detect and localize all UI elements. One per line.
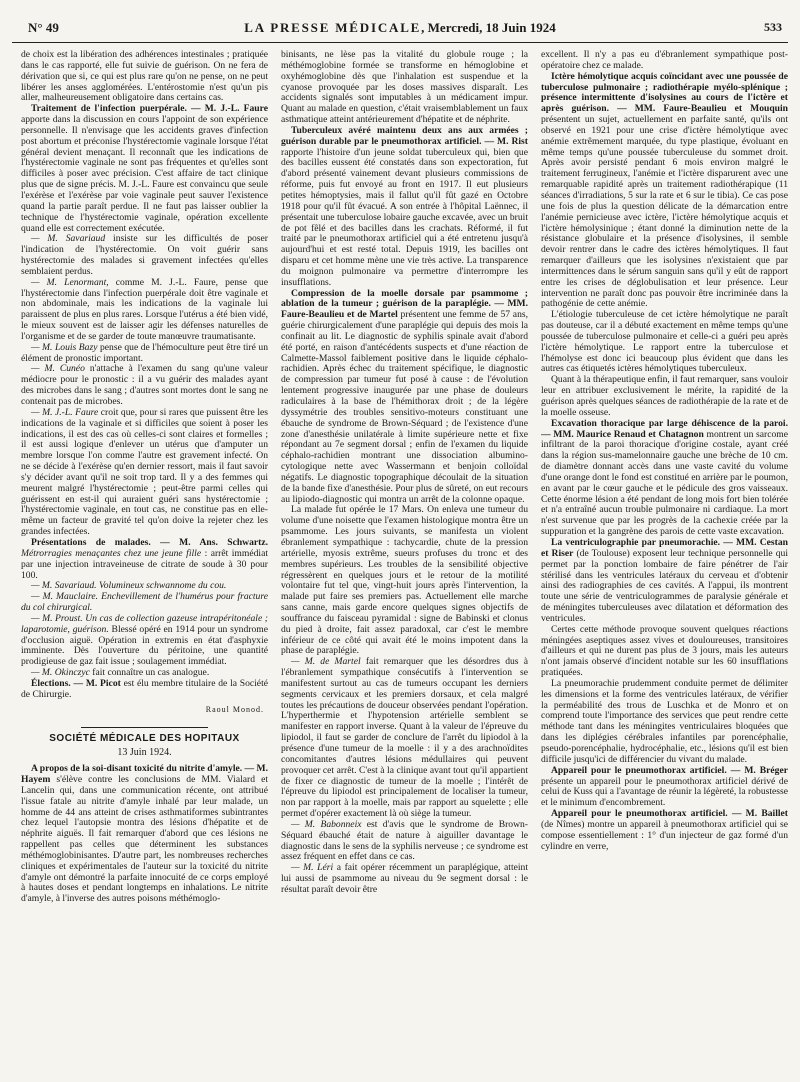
paragraph: Compression de la moelle dorsale par psammome ; ablation de la tumeur ; guérison de la paraplégie. — MM. Faure-Beaulieu et de Martel présentent une femme de 57 ans, guérie chirurgicalement d'une paraplégie qui depuis des mois la confinait au lit. Le diagnostic de syphilis spinale avait d'abord été porté, en raison d'antécédents suspects et d'une réaction de Calmette-Massol faiblement positive dans le liquide céphalo-rachidien. Après échec du traitement spécifique, le diagnostic de compression par tumeur fut posé à cause : de l'évolution lentement progressive inaugurée par une phase de douleurs radiculaires à la base de l'hémithorax droit ; de la légère dyssymétrie des troubles sensitivo-moteurs constituant une ébauche de syndrome de Brown-Séquard ; de l'existence d'une zone d'anesthésie unilatérale à limite supérieure nette et fixe répondant au 7e segment dorsal ; enfin de l'examen du liquide céphalo-rachidien montrant une dissociation albumino-cytologique nette avec Wassermann et benjoin colloïdal négatifs. Le diagnostic topographique découlait de la situation de la bande fixe d'anesthésie. Pour plus de sûreté, on eut recours au lipiodo-diagnostic qui montra un arrêt de la colonne opaque. [281, 287, 528, 505]
speaker: — M. Louis Bazy [31, 341, 98, 353]
speaker: — M. Savariaud [31, 233, 106, 245]
section-heading: A propos de la soi-disant toxicité du nitrite d'amyle. — M. Hayem [21, 763, 268, 785]
section-heading: Présentations de malades. — M. Ans. Schwartz. [31, 536, 268, 548]
paragraph: — M. Mauclaire. Enchevillement de l'humérus pour fracture du col chirurgical. [21, 591, 268, 614]
paragraph: Quant à la thérapeutique enfin, il faut remarquer, sans vouloir leur en attribuer exclusivement le mérite, la rapidité de la guérison après quelques séances de radiothérapie de la rate et de la moelle osseuse. [541, 374, 788, 418]
paragraph: excellent. Il n'y a pas eu d'ébranlement sympathique post-opératoire chez ce malade. [541, 50, 788, 71]
section-heading: Élections. — M. Picot [31, 677, 121, 689]
issue-number: N° 49 [28, 20, 59, 35]
speaker: — M. Lenormant, [31, 276, 109, 288]
paragraph: — M. J.-L. Faure croit que, pour si rares que puissent être les indications de la vaginale et si difficiles que soient à poser les indications, il est des cas où celles-ci sont claires et formelles ; il est aussi logique d'enlever un utérus que d'amputer un membre lorsque l'on comme l'autre est gravement infecté. On ne se décide à l'exérèse qu'en dernier ressort, mais il faut savoir s'y décider avant qu'il ne soit trop tard. Il y a des femmes qui meurent malgré l'hystérectomie ; peut-être parmi celles qui guérissent en est-il qui auraient guéri sans hystérectomie ; l'hystérectomie vaginale, en tout cas, ne constitue pas en elle-même un facteur de gravité tel qu'on doive la rejeter chez les grandes infectées. [21, 406, 268, 538]
paragraph: — M. Cunéo n'attache à l'examen du sang qu'une valeur médiocre pour le pronostic : il a vu guérir des malades ayant des microbes dans le sang ; d'autres sont mortes dont le sang ne contenait pas de microbes. [21, 363, 268, 407]
paragraph: — M. Louis Bazy pense que de l'hémoculture peut être tiré un élément de pronostic important. [21, 341, 268, 364]
paragraph: — M. Savariaud. Volumineux schwannome du cou. [31, 580, 227, 592]
section-heading: La ventriculographie par pneumorachie. — MM. Cestan et Riser [541, 536, 788, 559]
section-heading: Appareil pour le pneumothorax artificiel. — M. Baillet [551, 808, 788, 820]
paragraph: La ventriculographie par pneumorachie. — MM. Cestan et Riser (de Toulouse) exposent leur technique personnelle qui permet par la ponction lombaire de faire pénétrer de l'air stérilisé dans les ventricules latéraux du cerveau et d'obtenir ainsi des radiographies de ces cavités. A l'appui, ils montrent toute une série de ventriculogrammes de paralysie générale et de méningites tuberculeuses avec dilatation et déformation des ventricules. [541, 536, 788, 624]
column-1 [21, 50, 268, 1080]
paragraph: binisants, ne lèse pas la vitalité du globule rouge ; la méthémoglobine formée se transforme en hémoglobine et oxyhémoglobine dès que l'inhalation est suspendue et la cyanose provoquée par les doses massives disparaît. Les accidents signalés sont imputables à un médicament impur. Quant au malade en question, c'était vraisemblablement un faux asthmatique atteint antérieurement d'hépatite et de néphrite. [281, 50, 528, 126]
speaker: — M. Proust. [31, 612, 83, 624]
speaker: — M. Okinczyc [31, 667, 90, 679]
paragraph: — M. Okinczyc fait connaître un cas analogue. [31, 667, 210, 679]
paragraph: Appareil pour le pneumothorax artificiel. — M. Baillet (de Nîmes) montre un appareil à pneumothorax artificiel qui se compose essentiellement : 1° d'un injecteur de gaz formé d'un cylindre en verre, [541, 808, 788, 852]
paragraph: Tuberculeux avéré maintenu deux ans aux armées ; guérison durable par le pneumothorax artificiel. — M. Rist rapporte l'histoire d'un jeune soldat tuberculeux qui, bien que des bacilles eussent été constatés dans son expectoration, fut d'abord présenté vainement devant plusieurs commissions de réforme, puis fut envoyé au front en 1917. Il eut plusieurs petites hémoptysies, mais il fallut qu'il fût gazé en Octobre 1918 pour qu'il fût évacué. A son entrée à l'hôpital Laënnec, il présentait une tuberculose lobaire gauche excavée, avec un bruit de pot fêlé et des bacilles dans les crachats. Réformé, il fut traité par le pneumothorax artificiel qui a été entretenu jusqu'à aujourd'hui et est resté total. Depuis 1919, les bacilles ont disparu et cet homme mène une vie très active. La transparence du moignon pulmonaire va permettre d'interrompre les insufflations. [281, 124, 528, 288]
section-heading: Traitement de l'infection puerpérale. — M. J.-L. Faure [31, 103, 268, 115]
section-rule [81, 727, 208, 728]
paragraph: Excavation thoracique par large déhiscence de la paroi. — MM. Maurice Renaud et Chatagnon montrent un sarcome infiltrant de la paroi thoracique d'origine costale, ayant créé dans la région sus-mamelonnaire gauche une brèche de 10 cm. de diamètre donnant accès dans une vaste cavité du volume d'une orange dont le fond est constitué en arrière par le poumon, en avant par le cœur gauche et le pédicule des gros vaisseaux. Cette énorme lésion a été pendant de long mois fort bien tolérée et n'a entraîné aucun trouble pulmonaire ni cardiaque. La mort n'est survenue que par les progrès de la cachexie créée par la suppuration et la gangrène des parois de cette vaste excavation. [541, 417, 788, 538]
speaker: — M. de Martel [291, 656, 361, 668]
journal-name: LA PRESSE MÉDICALE [244, 20, 422, 35]
paragraph: Ictère hémolytique acquis coïncidant avec une poussée de tuberculose pulmonaire ; radiothérapie myélo-splénique ; présence intermittente d'isolysines au cours de l'ictère et après guérison. — MM. Faure-Beaulieu et Mouquin présentent un sujet, actuellement en parfaite santé, qu'ils ont observé en 1921 pour une crise d'ictère hémolytique avec anémie extrêmement marquée, du type plastique, évoluant en même temps qu'une poussée tuberculeuse du sommet droit. Après avoir persisté pendant 6 mois environ malgré le traitement ferrugineux, l'anémie et l'ictère disparurent avec une remarquable rapidité après un traitement radiothérapique (11 séances d'irradiations, 5 sur la rate et 6 sur le tibia). Ce cas pose une fois de plus la question délicate de la démarcation entre l'anémie pernicieuse avec ictère, l'ictère hémolytique acquis et l'ictère hémolysinique ; étant donné la diminution nette de la résistance globulaire et la présence d'isolysines, il semble devoir rentrer dans le cadre des ictères hémolytiques. Il faut remarquer d'ailleurs que les isolysines n'existaient que par intermittences dans le sérum sanguin sans qu'il y eût de rapport entre les crises de déglobulisation et leur présence. Leur intervention ne paraît donc pas pouvoir être incriminée dans la pathogénie de cette anémie. [541, 70, 788, 310]
speaker: — M. Babonneix [291, 818, 362, 830]
paragraph: — M. Savariaud insiste sur les difficultés de poser l'indication de l'hystérectomie. On voit guérir sans hystérectomie des malades si gravement infectées qu'elles semblaient perdus. [21, 233, 268, 277]
speaker: — M. Léri [291, 862, 334, 874]
section-heading: Appareil pour le pneumothorax artificiel. — M. Bréger [551, 764, 788, 776]
paragraph: Certes cette méthode provoque souvent quelques réactions méningées aseptiques assez vives et douloureuses, transitoires d'ailleurs et qui ne durent pas plus de 3 jours, mais les auteurs n'ont jamais observé d'incident notable sur les 60 insufflations pratiquées. [541, 623, 788, 679]
issue-date: , Mercredi, 18 Juin 1924 [421, 20, 556, 35]
signature: Raoul Monod. [205, 704, 264, 714]
paragraph: Élections. — M. Picot est élu membre titulaire de la Société de Chirurgie. [21, 677, 268, 700]
speaker: — M. Cunéo [31, 363, 85, 375]
paragraph: de choix est la libération des adhérences intestinales ; pratiquée dans le cas rapporté, elle fut suivie de guérison. On ne fera de dérivation que si, ce qui est plus rare qu'on ne pense, on ne peut libérer les anses agglomérées. L'entérostomie n'est qu'un pis aller, malheureusement obligatoire dans certains cas. [21, 50, 268, 104]
section-heading: Tuberculeux avéré maintenu deux ans aux armées ; guérison durable par le pneumothorax artificiel. — M. Rist [281, 124, 528, 147]
paragraph: Traitement de l'infection puerpérale. — M. J.-L. Faure apporte dans la discussion en cours l'appoint de son expérience personnelle. Il n'envisage que les accidents graves d'infection post abortum et préconise l'hystérectomie vaginale lorsque l'état général devient menaçant. Il reconnaît que les indications de l'hystérectomie vaginale ne sont pas fréquentes et qu'elles sont difficiles à poser avec précision. C'est affaire de tact clinique plus que de signe précis. M. J.-L. Faure est convaincu que seule l'exérèse et l'exérèse par voie vaginale peut sauver l'existence quand la partie paraît perdue. Il ne faut pas laisser oublier la technique de l'hystérectomie vaginale, opération excellente quand elle est correctement exécutée. [21, 103, 268, 234]
header-rule [12, 42, 788, 43]
paragraph: — M. Léri a fait opérer récemment un paraplégique, atteint lui aussi de psammome au niveau du 9e segment dorsal : le résultat paraît devoir être [281, 862, 528, 895]
paragraph: — M. Babonneix est d'avis que le syndrome de Brown-Séquard ébauché était de nature à aiguiller davantage le diagnostic dans le sens de la syphilis nerveuse ; ce syndrome est assez fréquent en effet dans ce cas. [281, 818, 528, 863]
paragraph: L'étiologie tuberculeuse de cet ictère hémolytique ne paraît pas douteuse, car il a débuté exactement en même temps qu'une poussée de tuberculose pulmonaire et celle-ci a guéri peu après l'ictère hémolytique. Le rapport entre la tuberculose et l'hémolyse est donc ici beaucoup plus évident que dans les autres cas étiquetés ictères hémolytiques tuberculeux. [541, 309, 788, 375]
session-date: 13 Juin 1924. [117, 747, 172, 759]
paragraph: — M. de Martel fait remarquer que les désordres dus à l'ébranlement sympathique consécutifs à l'intervention se manifestent surtout au cas de tumeurs occupant les derniers segments cervicaux et les premiers dorsaux, et cela malgré toutes les précautions de douceur observées pendant l'opération. L'hyperthermie et l'hypotension artérielle semblent se manifester en rapport inverse. Quant à la valeur de l'épreuve du lipiodol, il faut se garder de conclure de l'arrêt du lipiodol à la présence d'une tumeur de la moelle : il y a des arachnoïdites concomitantes d'autres lésions médullaires qui peuvent provoquer cet arrêt. C'est à la clinique avant tout qu'il appartient de fixer ce diagnostic de tumeur de la moelle ; l'intérêt de l'épreuve du lipiodol est principalement de localiser la tumeur, non par rapport à la moelle, mais par rapport au squelette ; elle permet d'opérer exactement là où siège la tumeur. [281, 656, 528, 820]
page-header [12, 20, 788, 40]
speaker: — M. Savariaud. [31, 580, 97, 592]
section-heading: Ictère hémolytique acquis coïncidant avec une poussée de tuberculose pulmonaire ; radiothérapie myélo-splénique ; présence intermittente d'isolysines au cours de l'ictère et après guérison. — MM. Faure-Beaulieu et Mouquin [541, 70, 788, 115]
paragraph: Appareil pour le pneumothorax artificiel. — M. Bréger présente un appareil pour le pneumothorax artificiel dérivé de celui de Kuss qui a l'avantage de réunir la légèreté, la robustesse et le minimum d'encombrement. [541, 764, 788, 809]
column-2 [281, 50, 528, 1080]
paragraph: — M. Lenormant, comme M. J.-L. Faure, pense que l'hystérectomie dans l'infection puerpérale doit être vaginale et non abdominale, mais les indications de la vaginale lui paraissent de plus en plus rares. Lorsque l'utérus a été bien vidé, le mieux souvent est de laisser agir les défenses naturelles de l'organisme et de se garder de toute manœuvre traumatisante. [21, 276, 268, 342]
paragraph: La malade fut opérée le 17 Mars. On enleva une tumeur du volume d'une noisette que l'examen histologique montra être un psammome. Les jours suivants, se manifesta un violent ébranlement sympathique : tachycardie, chute de la pression artérielle, myosis extrême, sueurs profuses du tronc et des membres supérieurs. Les troubles de la sensibilité objective régressèrent en quelques jours et le retour de la motilité volontaire fut tel que, vingt-huit jours après l'intervention, la malade put faire ses premiers pas. Actuellement elle marche sans canne, mais garde encore quelques signes objectifs de souffrance du faisceau pyramidal : signe de Babinski et clonus du pied à droite, fait assez paradoxal, car c'est le membre inférieur de ce côté qui avait été le moins impotent dans la phase de paraplégie. [281, 504, 528, 657]
section-heading: Excavation thoracique par large déhiscence de la paroi. — MM. Maurice Renaud et Chatagnon [541, 417, 788, 440]
journal-title [12, 20, 788, 36]
speaker: — M. Mauclaire. [31, 591, 99, 603]
column-3 [541, 50, 788, 1080]
paragraph: — M. Proust. Un cas de collection gazeuse intrapéritonéale ; laparotomie, guérison. Blessé opéré en 1914 pour un syndrome d'occlusion aiguë. Opération in extremis en état d'asphyxie imminente. Dès l'ouverture du péritoine, une quantité prodigieuse de gaz fait issue ; soulagement immédiat. [21, 612, 268, 668]
society-title: SOCIÉTÉ MÉDICALE DES HOPITAUX [49, 733, 240, 745]
page-number: 533 [764, 20, 782, 34]
speaker: — M. J.-L. Faure [31, 406, 99, 418]
paragraph: A propos de la soi-disant toxicité du nitrite d'amyle. — M. Hayem s'élève contre les conclusions de MM. Vialard et Lancelin qui, dans une communication récente, ont attribué l'issue fatale au nitrite d'amyle inhalé par leur malade, un homme de 44 ans atteint de crises asthmatiformes subintrantes chez lequel l'autopsie montra des lésions d'hépatite et de néphrite aiguës. Il fait remarquer d'abord que ces lésions ne rappellent pas celles que déterminent les substances méthémoglobinisantes. D'autre part, les nombreuses recherches cliniques et expérimentales de l'auteur sur la toxicité du nitrite d'amyle ont démontré la parfaite innocuité de ce corps employé à hautes doses et pendant longtemps en inhalations. Le nitrite d'amyle, à l'inverse des autres poisons méthémoglo- [21, 763, 268, 905]
section-heading: Compression de la moelle dorsale par psammome ; ablation de la tumeur ; guérison de la paraplégie. — MM. Faure-Beaulieu et de Martel [281, 287, 528, 321]
paragraph: La pneumorachie prudemment conduite permet de délimiter les dimensions et la forme des ventricules latéraux, de vérifier la perméabilité des trous de Luschka et de Monro et on comprend toute l'importance des services que peut rendre cette méthode tant dans les méningites ventriculaires bloquées que dans les diplégies cérébrales infantiles par porencéphalie, pseudo-porencéphalie, hydrocéphalie, etc., lésions qu'il est bien difficile jusqu'ici de différencier du vivant du malade. [541, 677, 788, 765]
paragraph: Présentations de malades. — M. Ans. Schwartz. Métrorragies menaçantes chez une jeune fille : arrêt immédiat par une injection intraveineuse de citrate de soude à 30 pour 100. [21, 536, 268, 581]
